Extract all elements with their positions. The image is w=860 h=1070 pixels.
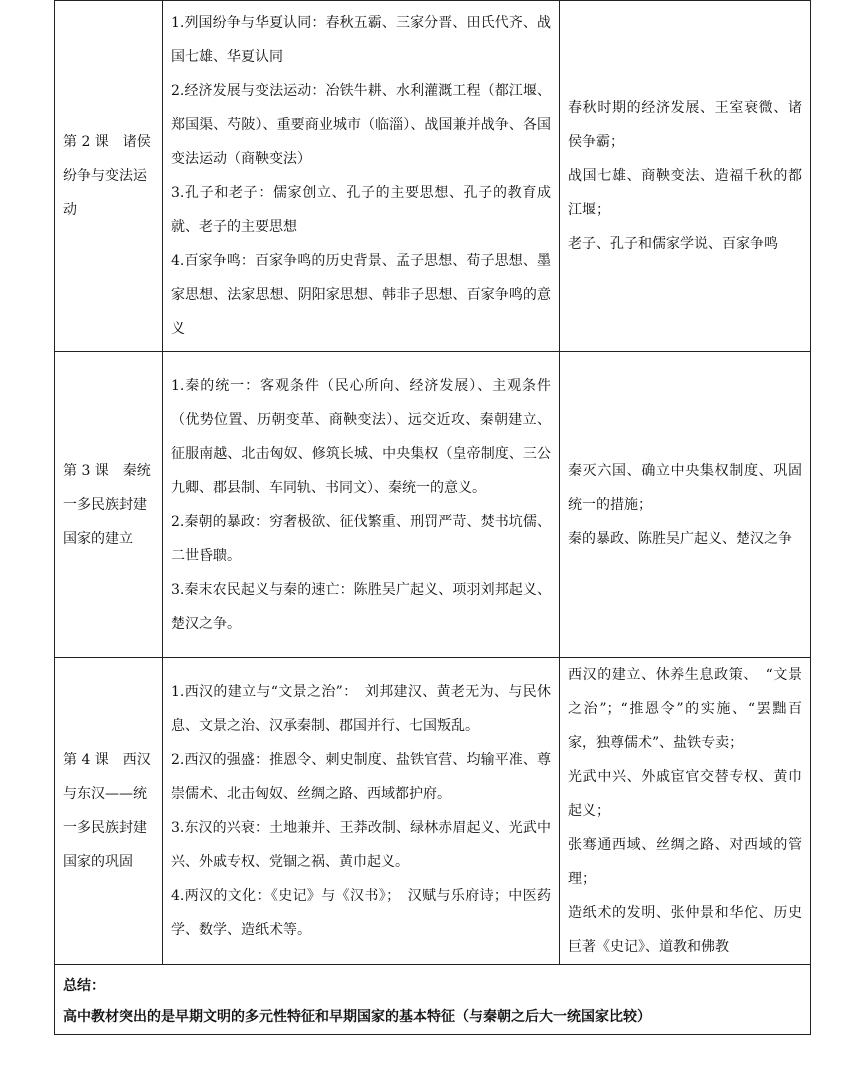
- content-item: 1.秦的统一：客观条件（民心所向、经济发展）、主观条件（优势位置、历朝变革、商鞅变法）、远交近攻、秦朝建立、征服南越、北击匈奴、修筑长城、中央集权（皇帝制度、三公九卿、郡县制、车同轨、书同文）、秦统一的意义。: [171, 377, 551, 496]
- lesson-title: 第 3 课 秦统一多民族封建国家的建立: [63, 462, 151, 547]
- textbook-content-cell: [163, 658, 560, 965]
- lesson-title: 第 2 课 诸侯纷争与变法运动: [63, 134, 151, 218]
- comparison-cell: [560, 352, 811, 658]
- summary-row: [55, 965, 811, 1035]
- comparison-item: 西汉的建立、休养生息政策、 “文景之治”；“推恩令”的实施、“罢黜百家，独尊儒术”、盐铁专卖；: [568, 667, 802, 751]
- content-item: 3.秦末农民起义与秦的速亡：陈胜吴广起义、项羽刘邦起义、楚汉之争。: [171, 581, 551, 632]
- table-row: [55, 658, 811, 965]
- comparison-item: 张骞通西域、丝绸之路、对西域的管理；: [568, 837, 802, 887]
- lesson-title-cell: [55, 658, 163, 965]
- lesson-comparison-table: [54, 0, 811, 1035]
- content-item: 1.列国纷争与华夏认同：春秋五霸、三家分晋、田氏代齐、战国七雄、华夏认同: [171, 15, 551, 65]
- content-item: 2.经济发展与变法运动：冶铁牛耕、水利灌溉工程（都江堰、郑国渠、芍陂）、重要商业城市（临淄）、战国兼并战争、各国变法运动（商鞅变法）: [171, 83, 551, 167]
- comparison-item: 秦灭六国、确立中央集权制度、巩固统一的措施；: [568, 462, 802, 513]
- table-row: [55, 352, 811, 658]
- content-item: 3.孔子和老子：儒家创立、孔子的主要思想、孔子的教育成就、老子的主要思想: [171, 185, 551, 235]
- content-item: 2.西汉的强盛：推恩令、刺史制度、盐铁官营、均输平准、尊崇儒术、北击匈奴、丝绸之路、西域都护府。: [171, 752, 551, 802]
- textbook-content-cell: [163, 352, 560, 658]
- table-row: [55, 1, 811, 352]
- lesson-title-cell: [55, 352, 163, 658]
- lesson-title: 第 4 课 西汉与东汉——统一多民族封建国家的巩固: [63, 752, 151, 870]
- content-item: 1.西汉的建立与“文景之治”： 刘邦建汉、黄老无为、与民休息、文景之治、汉承秦制、郡国并行、七国叛乱。: [171, 684, 551, 734]
- comparison-item: 造纸术的发明、张仲景和华佗、历史巨著《史记》、道教和佛教: [568, 905, 802, 955]
- comparison-item: 秦的暴政、陈胜吴广起义、楚汉之争: [568, 530, 792, 547]
- textbook-content-cell: [163, 1, 560, 352]
- content-item: 4.两汉的文化：《史记》与《汉书》； 汉赋与乐府诗；中医药学、数学、造纸术等。: [171, 888, 551, 938]
- comparison-item: 老子、孔子和儒家学说、百家争鸣: [568, 236, 778, 252]
- content-item: 2.秦朝的暴政：穷奢极欲、征伐繁重、刑罚严苛、焚书坑儒、二世昏聩。: [171, 513, 551, 564]
- lesson-title-cell: [55, 1, 163, 352]
- comparison-item: 光武中兴、外戚宦官交替专权、黄巾起义；: [568, 769, 802, 819]
- summary-heading: 总结：: [63, 978, 105, 994]
- comparison-item: 战国七雄、商鞅变法、造福千秋的都江堰；: [568, 168, 802, 218]
- summary-cell: [55, 965, 811, 1035]
- content-item: 4.百家争鸣：百家争鸣的历史背景、孟子思想、荀子思想、墨家思想、法家思想、阴阳家思想、韩非子思想、百家争鸣的意义: [171, 253, 551, 337]
- comparison-cell: [560, 1, 811, 352]
- comparison-cell: [560, 658, 811, 965]
- content-item: 3.东汉的兴衰：土地兼并、王莽改制、绿林赤眉起义、光武中兴、外戚专权、党锢之祸、黄巾起义。: [171, 820, 551, 870]
- comparison-item: 春秋时期的经济发展、王室衰微、诸侯争霸；: [568, 100, 802, 150]
- summary-text: 高中教材突出的是早期文明的多元性特征和早期国家的基本特征（与秦朝之后大一统国家比较）: [63, 1009, 651, 1025]
